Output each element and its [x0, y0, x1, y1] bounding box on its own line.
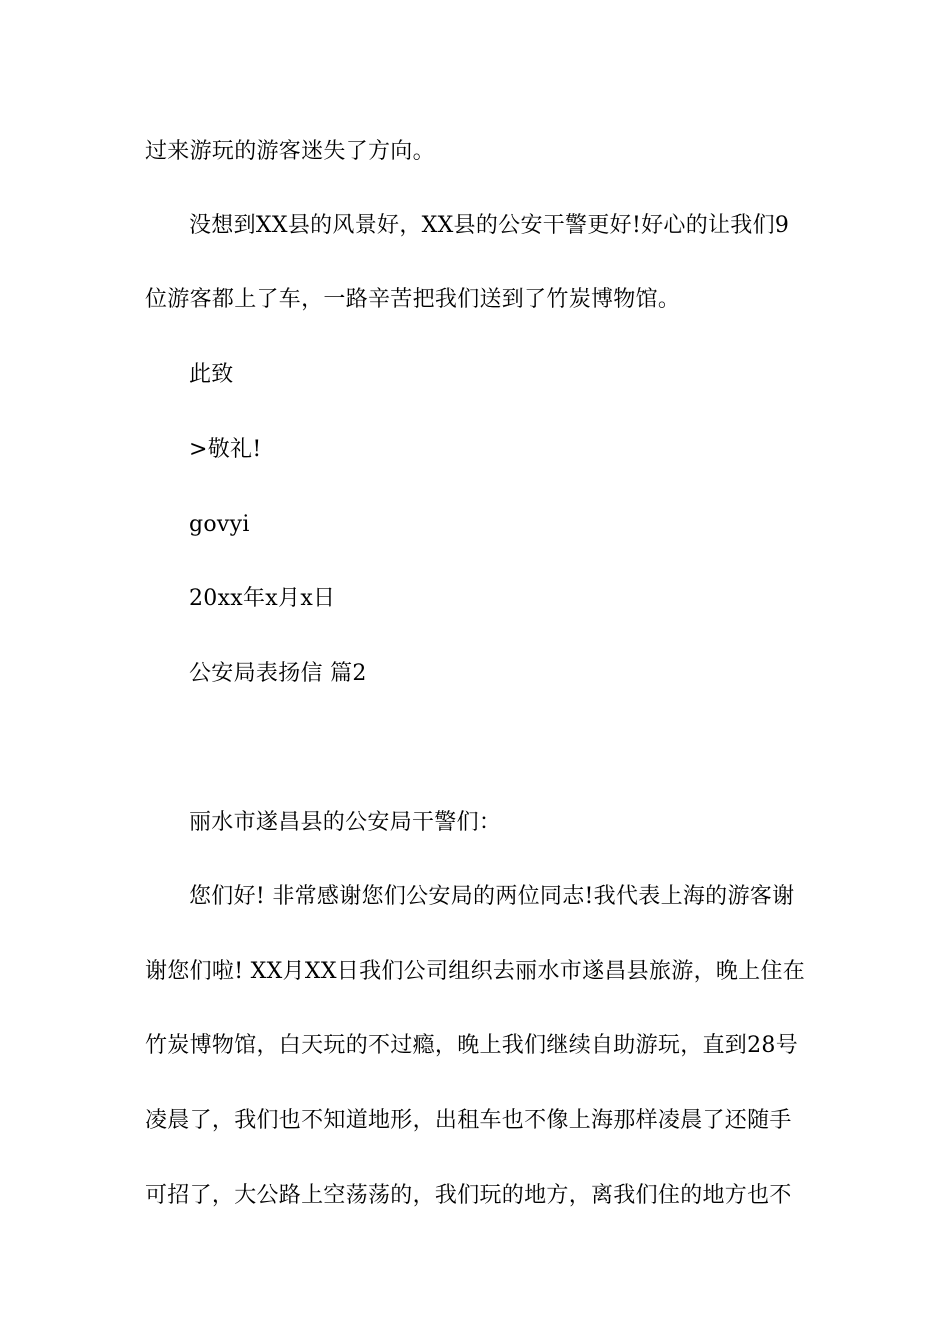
paragraph-line: 竹炭博物馆，白天玩的不过瘾，晚上我们继续自助游玩，直到28号 [145, 1033, 798, 1058]
paragraph-line: 谢您们啦! XX月XX日我们公司组织去丽水市遂昌县旅游，晚上住在 [145, 959, 806, 984]
paragraph-line: 可招了，大公路上空荡荡的，我们玩的地方，离我们住的地方也不 [145, 1183, 792, 1208]
paragraph-line: 位游客都上了车，一路辛苦把我们送到了竹炭博物馆。 [145, 287, 681, 312]
paragraph-line: 凌晨了，我们也不知道地形，出租车也不像上海那样凌晨了还随手 [145, 1108, 792, 1133]
section-title: 公安局表扬信 篇2 [189, 661, 367, 686]
letter-date: 20xx年x月x日 [189, 586, 336, 611]
closing-salutation: 此致 [189, 362, 234, 387]
closing-regards: >敬礼! [189, 437, 262, 462]
signature-name: govyi [189, 512, 250, 537]
paragraph-line: 过来游玩的游客迷失了方向。 [145, 139, 435, 164]
paragraph-line: 您们好! 非常感谢您们公安局的两位同志!我代表上海的游客谢 [189, 884, 795, 909]
paragraph-line: 没想到XX县的风景好，XX县的公安干警更好!好心的让我们9 [189, 213, 790, 238]
letter-addressee: 丽水市遂昌县的公安局干警们： [189, 810, 502, 835]
